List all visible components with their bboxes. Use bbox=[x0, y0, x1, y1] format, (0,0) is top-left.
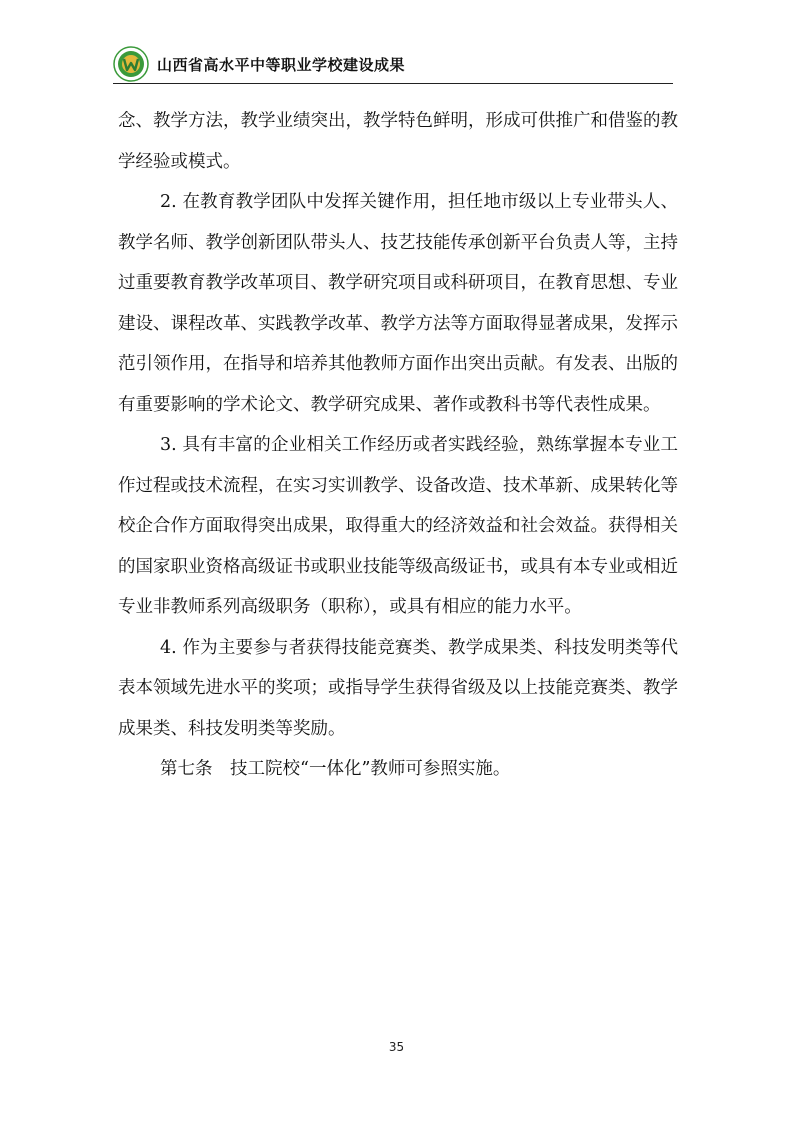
header-rule bbox=[113, 83, 673, 84]
paragraph-item-4: 4. 作为主要参与者获得技能竞赛类、教学成果类、科技发明类等代表本领域先进水平的奖项；或指导学生获得省级及以上技能竞赛类、教学成果类、科技发明类等奖励。 bbox=[118, 637, 678, 739]
paragraph-item-2: 2. 在教育教学团队中发挥关键作用，担任地市级以上专业带头人、教学名师、教学创新团队带头人、技艺技能传承创新平台负责人等，主持过重要教育教学改革项目、教学研究项目或科研项目，在教育思想、专业建设、课程改革、实践教学改革、教学方法等方面取得显著成果，发挥示范引领作用，在指导和培养其他教师方面作出突出贡献。有发表、出版的有重要影响的学术论文、教学研究成果、著作或教科书等代表性成果。 bbox=[118, 192, 678, 415]
paragraph-item-3: 3. 具有丰富的企业相关工作经历或者实践经验，熟练掌握本专业工作过程或技术流程，在实习实训教学、设备改造、技术革新、成果转化等校企合作方面取得突出成果，取得重大的经济效益和社会效益。获得相关的国家职业资格高级证书或职业技能等级高级证书，或具有本专业或相近专业非教师系列高级职务（职称），或具有相应的能力水平。 bbox=[118, 435, 678, 617]
header-title: 山西省高水平中等职业学校建设成果 bbox=[157, 56, 406, 74]
page-number: 35 bbox=[388, 1040, 405, 1054]
paragraph-article-7: 第七条 技工院校“一体化”教师可参照实施。 bbox=[160, 759, 511, 779]
paragraph-continuation: 念、教学方法，教学业绩突出，教学特色鲜明，形成可供推广和借鉴的教学经验或模式。 bbox=[118, 111, 678, 172]
document-body bbox=[118, 101, 678, 790]
page-header bbox=[113, 42, 673, 86]
school-emblem-icon bbox=[113, 46, 149, 82]
